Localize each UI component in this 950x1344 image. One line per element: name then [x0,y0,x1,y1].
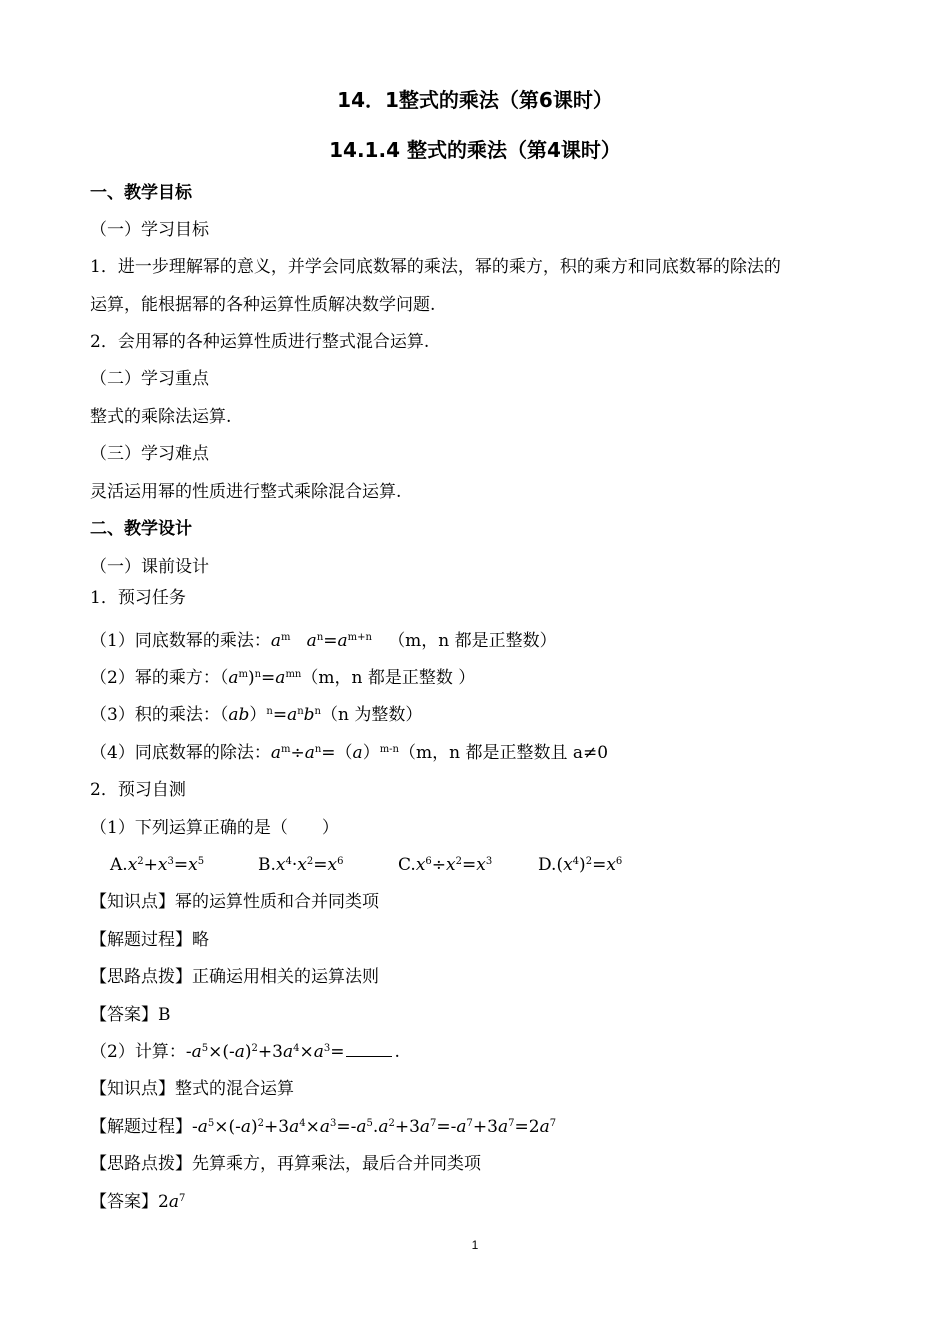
self-test-title: 2．预习自测 [90,780,186,800]
page-title: 14．1整式的乘法（第6课时） [337,88,613,112]
rule4-note: （m，n 都是正整数且 a≠0 [399,743,609,763]
q2-knowledge-point: 【知识点】整式的混合运算 [90,1079,294,1099]
page-number: 1 [471,1238,479,1252]
difficulty-text: 灵活运用幂的性质进行整式乘除混合运算. [90,482,402,502]
section-heading-objectives: 一、教学目标 [90,183,192,203]
subheading-difficulties: （三）学习难点 [90,444,209,464]
rule2-note: （m，n 都是正整数 ） [301,668,476,688]
option-c: $C.x^6\div x^2=x^3$ [398,855,493,875]
option-a: $A.x^2+x^3=x^5$ [110,855,205,875]
rule-power-of-power: （2）幂的乘方：$(a^m)^n=a^{mn}(m$，n 都是正整数 ） [90,668,476,688]
question-1-options [110,854,622,876]
q1-knowledge-point: 【知识点】幂的运算性质和合并同类项 [90,892,379,912]
option-b: $B.x^4\cdot x^2=x^6$ [258,855,344,875]
rule2-label: （2）幂的乘方： [90,668,220,688]
question-1: （1）下列运算正确的是（ ） [90,818,339,838]
rule4-label: （4）同底数幂的除法： [90,743,271,763]
question-2: （2）计算：$-a^5\times(-a)^2+3a^4\times a^3=$ . [90,1042,400,1062]
option-d: $D.(x^4)^2=x^6$ [538,855,623,875]
page-subtitle: 14.1.4 整式的乘法（第4课时） [329,138,621,162]
q1-answer: 【答案】B [90,1005,171,1025]
q1-hint: 【思路点拨】正确运用相关的运算法则 [90,967,379,987]
rule3-note: （n 为整数） [321,705,423,725]
subheading-learning-goals: （一）学习目标 [90,220,209,240]
section-heading-design: 二、教学设计 [90,519,192,539]
q2-hint: 【思路点拨】先算乘方，再算乘法，最后合并同类项 [90,1154,481,1174]
q2-process-label: 【解题过程】 [90,1117,192,1137]
q2-answer: 【答案】$2a^7$ [90,1192,186,1212]
objective-2: 2．会用幂的各种运算性质进行整式混合运算. [90,332,430,352]
answer-blank [346,1042,392,1057]
subheading-key-points: （二）学习重点 [90,369,209,389]
q2-answer-label: 【答案】 [90,1192,158,1212]
rule-quotient-of-powers: （4）同底数幂的除法：$a^m\div a^n=(a)^{m-n}(m$，n 都是正整数且 a≠0 [90,743,609,763]
preview-task-title: 1．预习任务 [90,588,186,608]
rule3-label: （3）积的乘法： [90,705,220,725]
q2-label: （2）计算： [90,1042,186,1062]
rule-product-of-powers: （1）同底数幂的乘法：$a^m$ $a^n=a^{m+n}$ （m，n 都是正整数） [90,631,557,651]
q1-solution-process: 【解题过程】略 [90,930,209,950]
objective-1-line-1: 1．进一步理解幂的意义，并学会同底数幂的乘法，幂的乘方，积的乘方和同底数幂的除法的 [90,257,781,277]
objective-1-line-2: 运算，能根据幂的各种运算性质解决数学问题. [90,295,436,315]
q2-solution-process: 【解题过程】$-a^5\times(-a)^2+3a^4\times a^3=-a^5.a^2+3a^7=-a^7+3a^7=2a^7$ [90,1117,557,1137]
rule1-note: （m，n 都是正整数） [388,631,557,651]
subheading-preclass: （一）课前设计 [90,557,209,577]
key-point-text: 整式的乘除法运算. [90,407,232,427]
rule-power-of-product: （3）积的乘法：$(ab)^n=a^nb^n(n$ 为整数） [90,705,423,725]
rule1-label: （1）同底数幂的乘法： [90,631,271,651]
